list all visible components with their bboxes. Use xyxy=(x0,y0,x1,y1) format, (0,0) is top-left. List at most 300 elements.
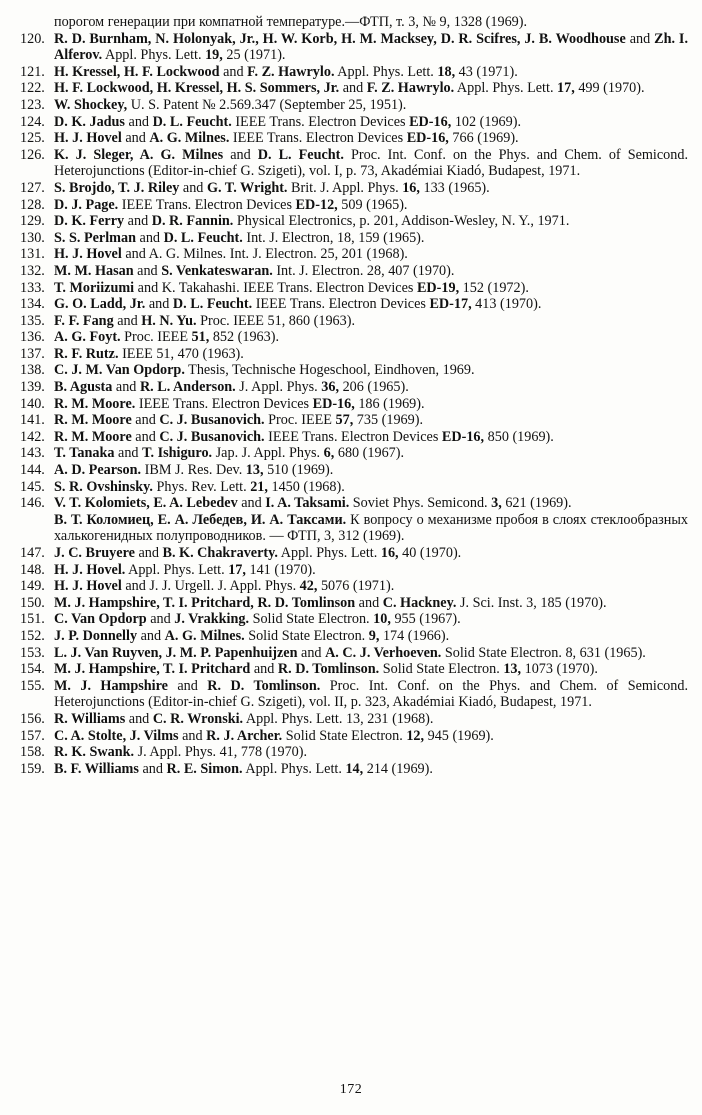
reference-text-run: and xyxy=(167,677,208,694)
reference-text-run: and xyxy=(355,594,383,611)
reference-text-run: IEEE Trans. Electron Devices xyxy=(252,296,430,313)
reference-author-bold: 3, xyxy=(491,495,502,512)
reference-text-run: and xyxy=(178,727,207,744)
reference-text-run: 102 (1969). xyxy=(451,113,522,130)
reference-text-run: and xyxy=(137,627,165,644)
reference-text xyxy=(54,230,424,246)
reference-number: 147. xyxy=(20,545,45,561)
reference-text-run: Appl. Phys. Lett. xyxy=(277,545,381,561)
reference-author-bold: ED-17, xyxy=(429,296,472,313)
reference-author-bold: H. J. Hovel xyxy=(54,578,122,595)
reference-author-bold: T. Ishiguro. xyxy=(142,445,213,462)
reference-text-run: and xyxy=(179,179,207,196)
reference-entry xyxy=(20,97,688,114)
reference-author-bold: S. Venkateswaran. xyxy=(161,262,273,279)
reference-text-run: 5076 (1971). xyxy=(317,578,395,595)
reference-author-bold: R. D. Tomlinson. xyxy=(277,661,380,678)
reference-text xyxy=(54,611,461,627)
reference-author-bold: 12, xyxy=(406,727,425,744)
reference-text-run: and xyxy=(131,412,160,429)
reference-text-run: Soviet Phys. Semicond. xyxy=(349,495,492,512)
reference-text-run: Solid State Electron. xyxy=(379,661,504,678)
reference-text xyxy=(54,97,406,113)
reference-author-bold: H. J. Hovel xyxy=(54,130,122,147)
reference-text-run: IEEE Trans. Electron Devices xyxy=(264,428,442,445)
reference-text-run: and xyxy=(121,130,150,147)
reference-author-bold: ED-16, xyxy=(312,395,355,412)
reference-author-bold: ED-12, xyxy=(295,196,338,213)
reference-text-run: IEEE 51, 470 (1963). xyxy=(118,345,244,362)
reference-text-run: 214 (1969). xyxy=(363,760,433,777)
reference-number: 132. xyxy=(20,262,45,279)
reference-list xyxy=(20,14,688,777)
reference-number: 152. xyxy=(20,627,45,644)
reference-text-run: 499 (1970). xyxy=(574,80,645,97)
reference-entry xyxy=(20,379,688,396)
reference-text-run: and xyxy=(133,262,162,279)
reference-text-run: 621 (1969). xyxy=(501,495,572,512)
reference-number: 136. xyxy=(20,329,45,346)
reference-number: 139. xyxy=(20,379,45,396)
reference-entry xyxy=(20,329,688,346)
reference-entry xyxy=(20,296,688,313)
reference-author-bold: B. Agusta xyxy=(54,379,113,396)
reference-author-bold: C. J. Busanovich. xyxy=(159,412,265,429)
reference-author-bold: D. L. Feucht. xyxy=(257,146,344,163)
reference-entry xyxy=(20,180,688,197)
reference-text-run: Solid State Electron. xyxy=(244,627,369,644)
reference-number: 130. xyxy=(20,229,45,246)
reference-text xyxy=(54,296,541,312)
reference-text-run: 850 (1969). xyxy=(484,428,554,445)
reference-author-bold: A. G. Foyt. xyxy=(54,329,121,346)
reference-number: 133. xyxy=(20,279,45,296)
reference-entry xyxy=(20,230,688,247)
reference-text xyxy=(54,545,461,561)
reference-text xyxy=(54,396,425,412)
reference-text-run: Proc. IEEE 51, 860 (1963). xyxy=(196,312,355,329)
reference-author-bold: 36, xyxy=(321,379,340,396)
reference-entry xyxy=(20,313,688,330)
reference-text-run: 133 (1965). xyxy=(419,179,490,196)
reference-text-run: and xyxy=(112,379,140,396)
reference-entry xyxy=(20,346,688,363)
reference-text-run: 413 (1970). xyxy=(471,296,542,313)
reference-text-run: Proc. IEEE xyxy=(120,329,192,346)
reference-author-bold: J. P. Donnelly xyxy=(54,627,138,644)
reference-text-run: and xyxy=(125,710,153,727)
reference-text-run: Proc. IEEE xyxy=(264,412,336,429)
reference-text-run: Int. J. Electron, 18, 159 (1965). xyxy=(242,229,425,246)
reference-author-bold: G. O. Ladd, Jr. xyxy=(54,296,146,313)
reference-text-run: 852 (1963). xyxy=(209,329,280,346)
reference-number: 131. xyxy=(20,246,45,263)
reference-author-bold: H. J. Hovel xyxy=(54,246,122,263)
reference-text-run: and xyxy=(134,545,163,561)
reference-number: 121. xyxy=(20,63,45,80)
reference-number: 151. xyxy=(20,611,45,628)
reference-entry xyxy=(20,628,688,645)
reference-text-run: and xyxy=(297,644,326,661)
reference-text-run: Appl. Phys. Lett. xyxy=(242,760,346,777)
reference-author-bold: C. J. Busanovich. xyxy=(159,428,265,445)
reference-text xyxy=(54,661,598,677)
reference-number: 134. xyxy=(20,296,45,313)
reference-text-run: and K. Takahashi. IEEE Trans. Electron Devices xyxy=(134,279,417,296)
reference-author-bold: 18, xyxy=(437,63,456,80)
reference-author-bold: I. A. Taksami. xyxy=(265,495,350,512)
reference-author-bold: L. J. Van Ruyven, J. M. P. Papenhuijzen xyxy=(54,644,298,661)
reference-text-run: and xyxy=(339,80,367,97)
reference-text-run: U. S. Patent № 2.569.347 (September 25, 1951). xyxy=(127,96,407,113)
reference-text-run: 766 (1969). xyxy=(448,130,519,147)
reference-text-run: 40 (1970). xyxy=(398,545,462,561)
reference-text xyxy=(54,495,572,511)
reference-number: 126. xyxy=(20,146,45,163)
reference-text-run: J. Appl. Phys. 41, 778 (1970). xyxy=(134,744,308,761)
reference-text xyxy=(54,512,688,545)
reference-author-bold: 21, xyxy=(250,478,268,495)
reference-number: 144. xyxy=(20,462,45,479)
reference-text-run: Int. J. Electron. 28, 407 (1970). xyxy=(272,262,455,279)
reference-text xyxy=(54,362,475,378)
reference-entry xyxy=(20,213,688,230)
reference-author-bold: 16, xyxy=(380,545,399,561)
reference-text xyxy=(54,246,408,262)
reference-text-run: 1073 (1970). xyxy=(521,661,598,678)
reference-text xyxy=(54,346,244,362)
reference-entry xyxy=(20,595,688,612)
reference-number: 143. xyxy=(20,445,45,462)
reference-text xyxy=(54,80,645,96)
reference-author-bold: 9, xyxy=(368,627,380,644)
reference-text-run: and xyxy=(124,113,153,130)
reference-text-run: 680 (1967). xyxy=(334,445,405,462)
reference-author-bold: R. F. Rutz. xyxy=(54,345,119,362)
reference-author-bold: D. R. Fannin. xyxy=(151,213,234,230)
reference-text xyxy=(54,429,554,445)
reference-author-bold: D. L. Feucht. xyxy=(163,229,243,246)
reference-author-bold: R. D. Burnham, N. Holonyak, Jr., H. W. Korb, H. M. Macksey, D. R. Scifres, J. B. Woodhouse xyxy=(54,30,626,47)
reference-text-run: Appl. Phys. Lett. xyxy=(454,80,558,97)
reference-number: 150. xyxy=(20,594,45,611)
reference-text-run: 509 (1965). xyxy=(337,196,408,213)
reference-number: 155. xyxy=(20,677,45,694)
reference-text-run: and xyxy=(131,428,160,445)
reference-author-bold: H. J. Hovel. xyxy=(54,561,126,578)
reference-text-run: and xyxy=(237,495,266,512)
reference-entry xyxy=(20,114,688,131)
reference-number: 149. xyxy=(20,578,45,595)
reference-text xyxy=(54,761,433,777)
reference-author-bold: C. Van Opdorp xyxy=(54,611,147,628)
reference-author-bold: R. J. Archer. xyxy=(206,727,283,744)
reference-author-bold: R. M. Moore xyxy=(54,412,132,429)
reference-entry xyxy=(20,280,688,297)
reference-text-run: 141 (1970). xyxy=(245,561,316,578)
reference-entry xyxy=(20,396,688,413)
reference-text-run: Appl. Phys. Lett. xyxy=(334,63,438,80)
reference-number: 129. xyxy=(20,213,45,230)
reference-number: 146. xyxy=(20,495,45,512)
reference-text xyxy=(54,114,521,130)
reference-entry xyxy=(20,761,688,778)
reference-entry xyxy=(20,263,688,280)
reference-number: 123. xyxy=(20,96,45,113)
reference-text-run: Appl. Phys. Lett. xyxy=(125,561,229,578)
reference-entry xyxy=(20,462,688,479)
reference-text xyxy=(54,578,394,594)
reference-author-bold: 17, xyxy=(228,561,246,578)
reference-author-bold: F. Z. Hawrylo. xyxy=(247,63,335,80)
reference-entry xyxy=(20,362,688,379)
reference-number: 122. xyxy=(20,80,45,97)
reference-author-bold: ED-16, xyxy=(409,113,452,130)
reference-number: 138. xyxy=(20,362,45,379)
reference-text xyxy=(54,645,646,661)
reference-number: 141. xyxy=(20,412,45,429)
reference-text-run: IEEE Trans. Electron Devices xyxy=(118,196,296,213)
reference-author-bold: S. S. Perlman xyxy=(54,229,136,246)
reference-author-bold: M. J. Hampshire xyxy=(54,677,168,694)
reference-text xyxy=(54,147,688,180)
reference-text-run: 152 (1972). xyxy=(459,279,529,296)
reference-text-run: 1450 (1968). xyxy=(267,478,345,495)
reference-text-run: Appl. Phys. Lett. 13, 231 (1968). xyxy=(243,710,434,727)
reference-author-bold: Zh. I. Alferov. xyxy=(54,30,689,64)
reference-number: 145. xyxy=(20,478,45,495)
reference-author-bold: D. J. Page. xyxy=(54,196,119,213)
reference-text-run: порогом генерации при компатной температуре.—ФТП, т. 3, № 9, 1328 (1969). xyxy=(54,14,528,30)
reference-number: 157. xyxy=(20,727,45,744)
reference-text xyxy=(54,263,454,279)
reference-text-run: 206 (1965). xyxy=(339,379,409,396)
reference-author-bold: 19, xyxy=(205,47,223,64)
reference-author-bold: B. K. Chakraverty. xyxy=(162,545,278,561)
reference-text-run: and J. J. Urgell. J. Appl. Phys. xyxy=(121,578,300,595)
reference-text xyxy=(54,180,490,196)
reference-text-run: and xyxy=(250,661,278,678)
reference-text xyxy=(54,628,449,644)
reference-text xyxy=(54,445,404,461)
reference-text xyxy=(54,379,409,395)
reference-text-run: IEEE Trans. Electron Devices xyxy=(229,130,407,147)
reference-author-bold: J. Vrakking. xyxy=(174,611,250,628)
reference-entry xyxy=(20,578,688,595)
reference-author-bold: H. F. Lockwood, H. Kressel, H. S. Sommers, Jr. xyxy=(54,80,340,97)
reference-number: 159. xyxy=(20,760,45,777)
reference-text xyxy=(54,14,527,30)
reference-text-run: Thesis, Technische Hogeschool, Eindhoven, 1969. xyxy=(184,362,475,379)
reference-text xyxy=(54,280,529,296)
reference-entry xyxy=(20,479,688,496)
reference-author-bold: ED-16, xyxy=(406,130,449,147)
reference-text-run: 43 (1971). xyxy=(455,63,518,80)
reference-text-run: J. Sci. Inst. 3, 185 (1970). xyxy=(456,594,607,611)
reference-entry xyxy=(20,197,688,214)
reference-text-run: Phys. Rev. Lett. xyxy=(152,478,251,495)
reference-author-bold: D. L. Feucht. xyxy=(152,113,232,130)
reference-text xyxy=(54,412,423,428)
reference-entry xyxy=(20,645,688,662)
reference-author-bold: M. M. Hasan xyxy=(54,262,134,279)
reference-text xyxy=(54,31,688,64)
reference-author-bold: C. Hackney. xyxy=(382,594,457,611)
reference-text-run: and xyxy=(138,760,167,777)
reference-entry xyxy=(20,562,688,579)
reference-text xyxy=(54,711,433,727)
reference-author-bold: F. F. Fang xyxy=(54,312,114,329)
reference-author-bold: S. R. Ovshinsky. xyxy=(54,478,153,495)
reference-text xyxy=(54,130,519,146)
reference-author-bold: M. J. Hampshire, T. I. Pritchard xyxy=(54,661,251,678)
reference-text-run: Solid State Electron. 8, 631 (1965). xyxy=(441,644,646,661)
reference-number: 154. xyxy=(20,661,45,678)
reference-author-bold: R. M. Moore xyxy=(54,428,132,445)
reference-text xyxy=(54,197,407,213)
reference-entry xyxy=(20,512,688,545)
reference-author-bold: F. Z. Hawrylo. xyxy=(366,80,455,97)
reference-author-bold: K. J. Sleger, A. G. Milnes xyxy=(54,146,224,163)
reference-author-bold: R. D. Tomlinson. xyxy=(207,677,321,694)
reference-author-bold: D. K. Ferry xyxy=(54,213,125,230)
reference-text-run: 186 (1969). xyxy=(354,395,425,412)
reference-entry xyxy=(20,246,688,263)
reference-author-bold: S. Brojdo, T. J. Riley xyxy=(54,179,180,196)
reference-entry xyxy=(20,80,688,97)
reference-number: 142. xyxy=(20,428,45,445)
reference-entry xyxy=(20,31,688,64)
reference-number: 158. xyxy=(20,744,45,761)
reference-author-bold: 13, xyxy=(245,462,264,479)
reference-author-bold: D. K. Jadus xyxy=(54,113,125,130)
reference-entry xyxy=(20,14,688,31)
reference-text-run: Brit. J. Appl. Phys. xyxy=(287,179,403,196)
reference-text xyxy=(54,313,355,329)
reference-entry xyxy=(20,744,688,761)
reference-text xyxy=(54,64,518,80)
reference-number: 125. xyxy=(20,130,45,147)
reference-author-bold: В. Т. Коломиец, Е. А. Лебедев, И. А. Таксами. xyxy=(54,511,347,528)
reference-text-run: 510 (1969). xyxy=(263,462,334,479)
reference-number: 137. xyxy=(20,345,45,362)
reference-text-run: Proc. Int. Conf. on the Phys. and Chem. of Semicond. Heterojunctions (Editor-in-chief G. Szigeti), vol. I, p. 73, Akadémiai Kiadó, Budapest, 1971. xyxy=(54,146,688,180)
reference-author-bold: 51, xyxy=(191,329,210,346)
reference-number: 124. xyxy=(20,113,45,130)
reference-text xyxy=(54,728,494,744)
reference-text-run: К вопросу о механизме пробоя в слоях стеклообразных халькогенидных полупроводников. — ФТП, 3, 312 (1969). xyxy=(54,511,688,545)
reference-author-bold: 16, xyxy=(402,179,420,196)
reference-author-bold: J. C. Bruyere xyxy=(54,545,135,561)
reference-text-run: Physical Electronics, p. 201, Addison-Wesley, N. Y., 1971. xyxy=(233,213,570,230)
reference-text xyxy=(54,744,307,760)
reference-author-bold: 42, xyxy=(299,578,318,595)
reference-number: 153. xyxy=(20,644,45,661)
reference-author-bold: 17, xyxy=(557,80,575,97)
reference-author-bold: R. K. Swank. xyxy=(54,744,135,761)
reference-text-run: and xyxy=(135,229,164,246)
reference-text-run: 735 (1969). xyxy=(353,412,423,429)
reference-author-bold: T. Moriizumi xyxy=(54,279,135,296)
reference-text xyxy=(54,479,345,495)
reference-text-run: and A. G. Milnes. Int. J. Electron. 25, 201 (1968). xyxy=(121,246,408,263)
reference-author-bold: 13, xyxy=(503,661,522,678)
reference-author-bold: A. G. Milnes. xyxy=(149,130,230,147)
reference-author-bold: ED-19, xyxy=(416,279,460,296)
reference-author-bold: H. Kressel, H. F. Lockwood xyxy=(54,63,220,80)
reference-text xyxy=(54,562,316,578)
reference-author-bold: D. L. Feucht. xyxy=(172,296,253,313)
reference-entry xyxy=(20,412,688,429)
reference-author-bold: R. L. Anderson. xyxy=(139,379,236,396)
reference-author-bold: W. Shockey, xyxy=(54,96,128,113)
reference-text xyxy=(54,329,279,345)
reference-text-run: 174 (1966). xyxy=(379,627,450,644)
reference-text-run: and xyxy=(124,213,152,230)
reference-text-run: 945 (1969). xyxy=(424,727,494,744)
reference-author-bold: B. F. Williams xyxy=(54,760,139,777)
reference-author-bold: R. Williams xyxy=(54,710,126,727)
reference-entry xyxy=(20,64,688,81)
reference-author-bold: A. D. Pearson. xyxy=(54,462,142,479)
reference-author-bold: A. G. Milnes. xyxy=(164,627,245,644)
reference-author-bold: M. J. Hampshire, T. I. Pritchard, R. D. Tomlinson xyxy=(54,594,356,611)
reference-text-run: Solid State Electron. xyxy=(249,611,374,628)
reference-entry xyxy=(20,728,688,745)
reference-author-bold: T. Tanaka xyxy=(54,445,115,462)
reference-entry xyxy=(20,429,688,446)
reference-entry xyxy=(20,711,688,728)
reference-number: 148. xyxy=(20,561,45,578)
reference-number: 135. xyxy=(20,312,45,329)
reference-author-bold: 10, xyxy=(373,611,391,628)
page-number: 172 xyxy=(339,1082,363,1097)
reference-entry xyxy=(20,130,688,147)
reference-number: 127. xyxy=(20,179,45,196)
reference-author-bold: 6, xyxy=(323,445,335,462)
reference-text-run: 955 (1967). xyxy=(390,611,461,628)
reference-number: 156. xyxy=(20,710,45,727)
reference-text-run: IBM J. Res. Dev. xyxy=(141,462,246,479)
reference-text-run: J. Appl. Phys. xyxy=(235,379,322,396)
reference-author-bold: ED-16, xyxy=(441,428,485,445)
reference-entry xyxy=(20,495,688,512)
reference-text xyxy=(54,462,333,478)
reference-author-bold: C. J. M. Van Opdorp. xyxy=(54,362,185,379)
reference-text-run: and xyxy=(146,611,175,628)
reference-number: 120. xyxy=(20,30,45,47)
reference-text xyxy=(54,213,569,229)
reference-number: 128. xyxy=(20,196,45,213)
reference-entry xyxy=(20,445,688,462)
reference-text-run: Proc. Int. Conf. on the Phys. and Chem. of Semicond. Heterojunctions (Editor-in-chief G. Szigeti), vol. II, p. 323, Akadémiai Kiadó, Budapest, 1971. xyxy=(54,677,688,711)
reference-text-run: Appl. Phys. Lett. xyxy=(102,47,206,64)
reference-entry xyxy=(20,545,688,562)
reference-text xyxy=(54,678,688,711)
reference-text-run: Jap. J. Appl. Phys. xyxy=(212,445,324,462)
reference-author-bold: C. A. Stolte, J. Vilms xyxy=(54,727,179,744)
reference-text-run: and xyxy=(219,63,248,80)
reference-author-bold: V. T. Kolomiets, E. A. Lebedev xyxy=(54,495,238,512)
reference-text-run: and xyxy=(113,312,142,329)
reference-entry xyxy=(20,611,688,628)
reference-text-run: IEEE Trans. Electron Devices xyxy=(135,395,313,412)
reference-entry xyxy=(20,678,688,711)
reference-author-bold: A. C. J. Verhoeven. xyxy=(325,644,442,661)
reference-author-bold: H. N. Yu. xyxy=(141,312,197,329)
reference-author-bold: R. E. Simon. xyxy=(166,760,243,777)
reference-text-run: and xyxy=(114,445,143,462)
